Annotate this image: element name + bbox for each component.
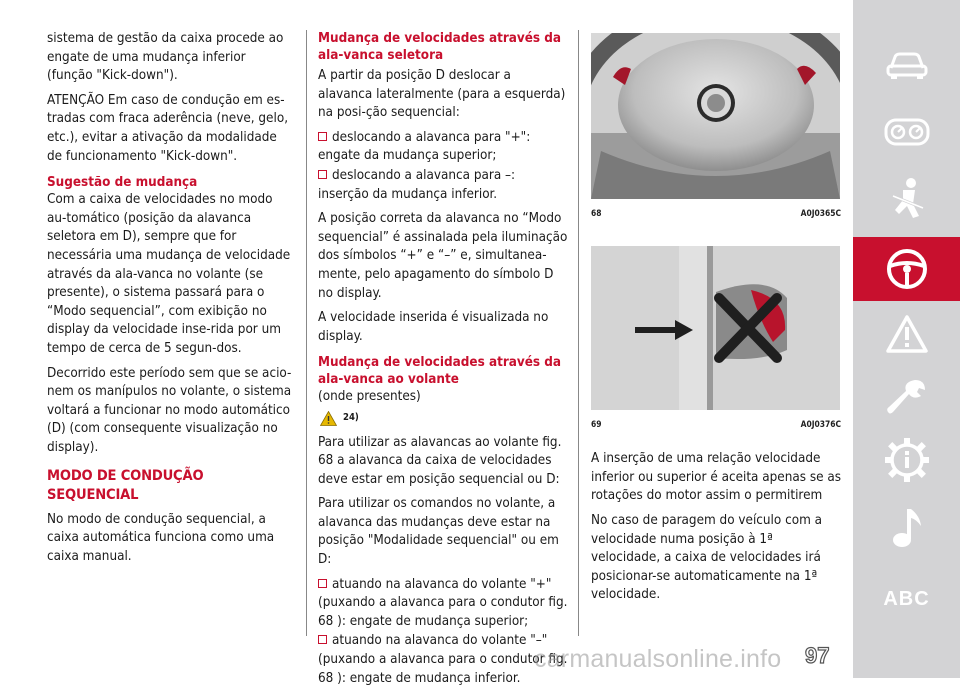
column-divider-1 — [306, 30, 307, 636]
sidebar-item-technical-data[interactable] — [853, 428, 960, 492]
sidebar-item-warnings[interactable] — [853, 302, 960, 366]
paragraph: Para utilizar as alavancas ao volante fig. 68 a alavanca da caixa de velocidades deve estar em posição sequencial ou D: — [318, 434, 562, 487]
list-item: deslocando a alavanca para –: inserção da mudança inferior. — [318, 167, 516, 202]
paragraph: A partir da posição D deslocar a alavanca lateralmente (para a esquerda) na posi-ção sequencial: — [318, 68, 566, 121]
list-item: deslocando a alavanca para "+": engate da mudança superior; — [318, 129, 531, 164]
paragraph-attention: ATENÇÃO Em caso de condução em es-tradas com fraca aderência (neve, gelo, etc.), evitar a ativação da modalidade de funcionamento "Kick-down". — [47, 92, 289, 164]
paragraph: A inserção de uma relação velocidade inferior ou superior é aceita apenas se as rotações do motor assim o permitirem — [591, 451, 842, 504]
info-gear-icon — [884, 437, 930, 483]
index-abc-label: ABC — [883, 587, 930, 610]
figure-number: 69 — [591, 418, 602, 429]
paragraph: A velocidade inserida é visualizada no display. — [318, 310, 549, 344]
paragraph: A posição correta da alavanca no “Modo sequencial” é assinalada pela iluminação dos símbolos “+” e “–” e, simultanea-mente, pelo apagamento do símbolo D no display. — [318, 211, 568, 301]
chapter-sidebar — [853, 0, 960, 678]
paragraph: Decorrido este período sem que se acio-nem os manípulos no volante, o sistema voltará a funcionar no modo automático (D) (com consequente visualização no display). — [47, 365, 292, 455]
bullet-box-icon — [318, 579, 327, 588]
subheading-selector-lever: Mudança de velocidades através da ala-vanca seletora — [318, 31, 562, 63]
car-icon — [885, 48, 929, 80]
page-number: 97 — [805, 643, 830, 668]
sidebar-item-car[interactable] — [853, 32, 960, 96]
figure-column — [591, 33, 841, 611]
sidebar-item-driving[interactable] — [853, 237, 960, 301]
figure-notes — [591, 450, 841, 605]
section-heading: MODO DE CONDUÇÃO SEQUENCIAL — [47, 467, 204, 504]
list-item: atuando na alavanca do volante "–" (puxando a alavanca para o condutor fig. 68 ): engate de mudança inferior. — [318, 633, 568, 686]
text-column-1 — [47, 30, 295, 572]
steering-wheel-image — [591, 33, 840, 199]
sidebar-item-index[interactable] — [853, 567, 960, 631]
paragraph: No caso de paragem do veículo com a velocidade numa posição à 1ª velocidade, a caixa de velocidades irá posicionar-se automaticamente na 1ª velocidade. — [591, 512, 823, 603]
warning-triangle-icon — [320, 411, 337, 426]
figure-68-caption — [591, 204, 841, 223]
steering-wheel-icon — [885, 247, 929, 291]
watermark: carmanualsonline.info — [534, 645, 782, 673]
warning-reference: 24) — [320, 409, 568, 428]
sidebar-item-safety[interactable] — [853, 166, 960, 230]
sidebar-item-maintenance[interactable] — [853, 366, 960, 430]
bullet-box-icon — [318, 132, 327, 141]
figure-code: A0J0376C — [800, 418, 841, 429]
paragraph: No modo de condução sequencial, a caixa automática funciona como uma caixa manual. — [47, 511, 275, 564]
subheading-gear-suggestion: Sugestão de mudança — [47, 175, 198, 191]
figure-68-steering-wheel — [591, 33, 840, 199]
gear-lever-image — [591, 246, 840, 410]
paragraph: Para utilizar os comandos no volante, a alavanca das mudanças deve estar na posição "Modalidade sequencial" ou em D: — [318, 496, 559, 568]
dashboard-icon — [884, 118, 930, 146]
paragraph: Com a caixa de velocidades no modo au-tomático (posição da alavanca seletora em D), sempre que for necessária uma mudança de velocidade através da ala-vanca no volante (se presente), o sistema passará para o “Modo sequencial”, com exibição no display da velocidade inse-rida por um tempo de cerca de 5 segun-dos. — [47, 192, 291, 356]
subheading-note: (onde presentes) — [318, 389, 421, 405]
music-icon — [890, 506, 924, 550]
subheading-steering-paddles: Mudança de velocidades através da ala-vanca ao volante — [318, 355, 562, 388]
sidebar-item-multimedia[interactable] — [853, 496, 960, 560]
seatbelt-icon — [885, 176, 929, 220]
bullet-box-icon — [318, 635, 327, 644]
figure-code: A0J0365C — [800, 208, 841, 218]
figure-69-gear-lever — [591, 246, 840, 410]
figure-69-caption — [591, 415, 841, 434]
wrench-icon — [885, 376, 929, 420]
column-divider-2 — [578, 30, 579, 636]
figure-number: 68 — [591, 208, 602, 218]
bullet-box-icon — [318, 170, 327, 179]
warning-icon — [885, 314, 929, 354]
paragraph: sistema de gestão da caixa procede ao engate de uma mudança inferior (função "Kick-down"). — [47, 31, 284, 84]
sidebar-item-dashboard[interactable] — [853, 100, 960, 164]
list-item: atuando na alavanca do volante "+" (puxando a alavanca para o condutor fig. 68 ): engate de mudança superior; — [318, 576, 568, 629]
text-column-2 — [318, 30, 568, 689]
